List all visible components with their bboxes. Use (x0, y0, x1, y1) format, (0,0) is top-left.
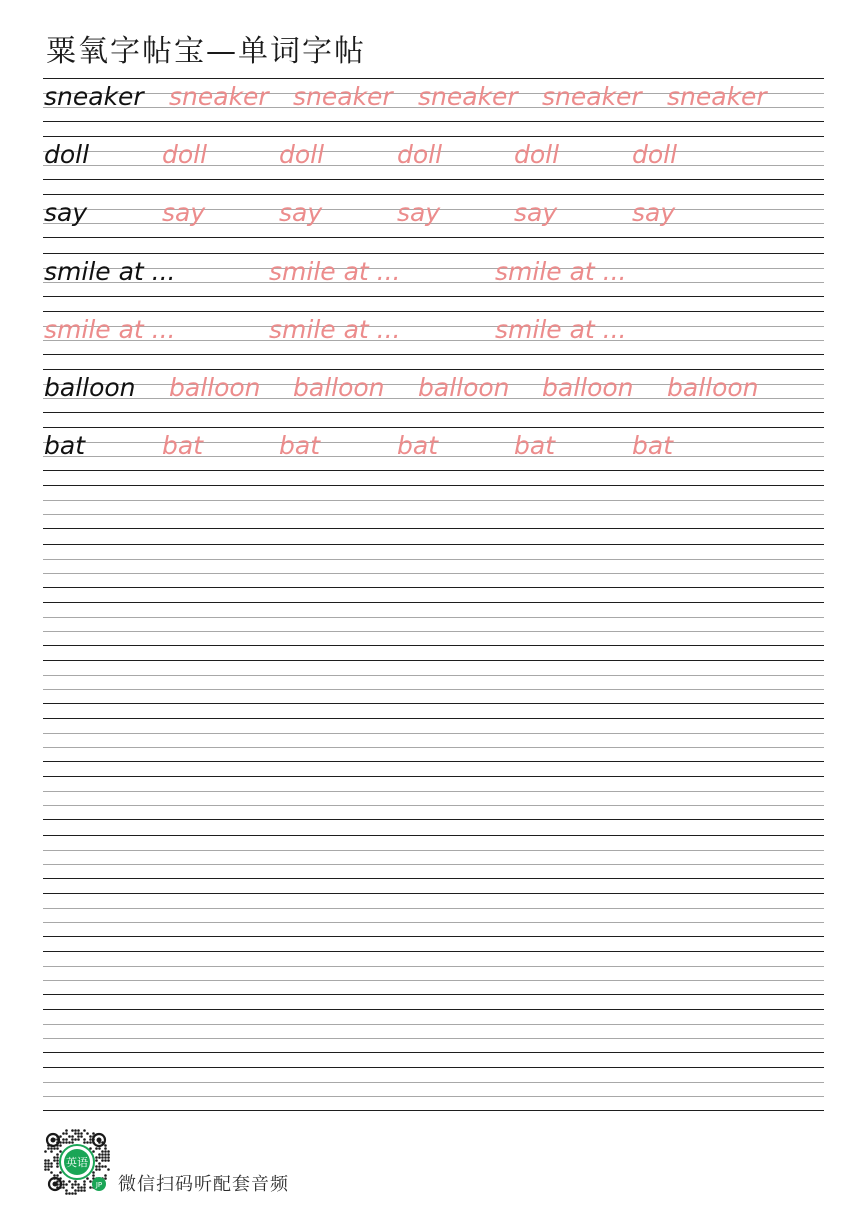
qr-dot (65, 1132, 68, 1135)
qr-dot (65, 1129, 68, 1132)
qr-dot (80, 1189, 83, 1192)
trace-word: sneaker (418, 82, 518, 111)
guide-rule (43, 1024, 824, 1025)
qr-dot (74, 1183, 77, 1186)
qr-dot (50, 1162, 53, 1165)
page-title: 粟氧字帖宝—单词字帖 (46, 34, 366, 69)
qr-dot (92, 1132, 95, 1135)
model-word: bat (44, 431, 85, 460)
qr-dot (71, 1186, 74, 1189)
practice-band (43, 776, 824, 820)
practice-band (43, 660, 824, 704)
practice-band (43, 1009, 824, 1053)
trace-word: balloon (293, 373, 385, 402)
qr-dot (83, 1183, 86, 1186)
qr-dot (59, 1171, 62, 1174)
qr-dot (50, 1165, 53, 1168)
qr-dot (74, 1192, 77, 1195)
solid-rule (43, 427, 824, 428)
qr-dot (62, 1180, 65, 1183)
qr-dot (59, 1150, 62, 1153)
guide-rule (43, 850, 824, 851)
qr-dot (95, 1147, 98, 1150)
qr-dot (53, 1156, 56, 1159)
qr-dot (74, 1189, 77, 1192)
qr-caption: 微信扫码听配套音频 (118, 1174, 289, 1195)
qr-dot (83, 1141, 86, 1144)
qr-dot (80, 1186, 83, 1189)
trace-word: bat (397, 431, 438, 460)
trace-word: sneaker (293, 82, 393, 111)
qr-dot (53, 1159, 56, 1162)
qr-dot (92, 1171, 95, 1174)
qr-code-graphic (41, 1126, 113, 1198)
qr-dot (83, 1189, 86, 1192)
qr-dot (62, 1132, 65, 1135)
corner-badge-text: JP (95, 1181, 103, 1189)
qr-dot (71, 1129, 74, 1132)
qr-dot (59, 1144, 62, 1147)
trace-word: smile at ... (269, 315, 401, 344)
qr-dot (107, 1150, 110, 1153)
qr-finder-center (97, 1138, 102, 1143)
qr-dot (74, 1138, 77, 1141)
qr-dot (74, 1132, 77, 1135)
solid-rule (43, 296, 824, 297)
qr-dot (89, 1186, 92, 1189)
guide-rule (43, 514, 824, 515)
practice-band (43, 311, 824, 355)
qr-dot (50, 1171, 53, 1174)
solid-rule (43, 936, 824, 937)
solid-rule (43, 835, 824, 836)
practice-band (43, 544, 824, 588)
qr-dot (95, 1168, 98, 1171)
qr-dot (86, 1177, 89, 1180)
model-word: balloon (44, 373, 136, 402)
trace-word: bat (514, 431, 555, 460)
qr-dot (65, 1189, 68, 1192)
qr-dot (104, 1177, 107, 1180)
qr-dot (50, 1147, 53, 1150)
trace-word: smile at ... (44, 315, 176, 344)
qr-finder-center (53, 1182, 58, 1187)
qr-dot (107, 1168, 110, 1171)
solid-rule (43, 311, 824, 312)
qr-dot (104, 1147, 107, 1150)
qr-dot (101, 1165, 104, 1168)
qr-dot (65, 1141, 68, 1144)
qr-dot (98, 1156, 101, 1159)
qr-dot (44, 1162, 47, 1165)
trace-word: bat (632, 431, 673, 460)
practice-band (43, 602, 824, 646)
guide-rule (43, 791, 824, 792)
qr-dot (107, 1156, 110, 1159)
practice-band (43, 893, 824, 937)
model-word: say (44, 198, 88, 227)
practice-band (43, 1067, 824, 1111)
qr-dot (53, 1174, 56, 1177)
qr-dot (107, 1153, 110, 1156)
solid-rule (43, 703, 824, 704)
solid-rule (43, 994, 824, 995)
qr-dot (86, 1132, 89, 1135)
solid-rule (43, 412, 824, 413)
trace-word: doll (632, 140, 678, 169)
qr-dot (107, 1159, 110, 1162)
trace-word: smile at ... (495, 315, 627, 344)
model-word: sneaker (44, 82, 144, 111)
practice-band (43, 369, 824, 413)
solid-rule (43, 485, 824, 486)
qr-dot (74, 1129, 77, 1132)
guide-rule (43, 689, 824, 690)
guide-rule (43, 675, 824, 676)
trace-word: balloon (667, 373, 759, 402)
qr-dot (71, 1135, 74, 1138)
qr-dot (62, 1138, 65, 1141)
guide-rule (43, 1038, 824, 1039)
guide-rule (43, 559, 824, 560)
guide-rule (43, 966, 824, 967)
qr-dot (65, 1183, 68, 1186)
trace-word: say (632, 198, 676, 227)
solid-rule (43, 194, 824, 195)
qr-dot (101, 1156, 104, 1159)
qr-dot (98, 1165, 101, 1168)
qr-dot (98, 1153, 101, 1156)
practice-band (43, 194, 824, 238)
solid-rule (43, 587, 824, 588)
qr-dot (98, 1162, 101, 1165)
qr-dot (71, 1141, 74, 1144)
qr-dot (92, 1174, 95, 1177)
qr-dot (98, 1147, 101, 1150)
practice-band (43, 485, 824, 529)
qr-dot (77, 1129, 80, 1132)
qr-dot (56, 1174, 59, 1177)
model-word: smile at ... (44, 257, 176, 286)
trace-word: say (162, 198, 206, 227)
qr-dot (47, 1147, 50, 1150)
solid-rule (43, 951, 824, 952)
qr-dot (50, 1150, 53, 1153)
trace-word: balloon (418, 373, 510, 402)
qr-dot (77, 1186, 80, 1189)
qr-dot (71, 1138, 74, 1141)
qr-dot (56, 1147, 59, 1150)
qr-dot (80, 1132, 83, 1135)
solid-rule (43, 179, 824, 180)
practice-band (43, 951, 824, 995)
practice-band (43, 427, 824, 471)
qr-dot (56, 1153, 59, 1156)
qr-dot (104, 1144, 107, 1147)
qr-dot (68, 1192, 71, 1195)
guide-rule (43, 922, 824, 923)
qr-dot (83, 1180, 86, 1183)
trace-word: doll (514, 140, 560, 169)
model-word: doll (44, 140, 90, 169)
guide-rule (43, 631, 824, 632)
trace-word: bat (162, 431, 203, 460)
practice-band (43, 253, 824, 297)
solid-rule (43, 544, 824, 545)
qr-dot (74, 1180, 77, 1183)
guide-rule (43, 617, 824, 618)
solid-rule (43, 878, 824, 879)
practice-band (43, 136, 824, 180)
qr-dot (77, 1135, 80, 1138)
trace-word: say (397, 198, 441, 227)
qr-dot (86, 1141, 89, 1144)
qr-dot (47, 1159, 50, 1162)
solid-rule (43, 645, 824, 646)
guide-rule (43, 864, 824, 865)
solid-rule (43, 660, 824, 661)
qr-dot (92, 1150, 95, 1153)
qr-dot (77, 1189, 80, 1192)
qr-dot (98, 1168, 101, 1171)
qr-finder-center (51, 1138, 56, 1143)
guide-rule (43, 908, 824, 909)
qr-dot (104, 1159, 107, 1162)
qr-dot (89, 1141, 92, 1144)
practice-band (43, 835, 824, 879)
qr-dot (62, 1186, 65, 1189)
qr-dot (68, 1180, 71, 1183)
trace-word: bat (279, 431, 320, 460)
trace-word: doll (162, 140, 208, 169)
solid-rule (43, 1067, 824, 1068)
trace-word: say (514, 198, 558, 227)
qr-dot (83, 1138, 86, 1141)
solid-rule (43, 253, 824, 254)
trace-word: balloon (542, 373, 634, 402)
solid-rule (43, 761, 824, 762)
qr-dot (47, 1168, 50, 1171)
solid-rule (43, 354, 824, 355)
guide-rule (43, 500, 824, 501)
qr-dot (95, 1159, 98, 1162)
trace-word: doll (397, 140, 443, 169)
solid-rule (43, 1052, 824, 1053)
qr-dot (56, 1156, 59, 1159)
practice-band (43, 78, 824, 122)
solid-rule (43, 78, 824, 79)
badge-text: 英语 (66, 1156, 88, 1169)
guide-rule (43, 980, 824, 981)
qr-dot (83, 1186, 86, 1189)
trace-word: smile at ... (495, 257, 627, 286)
qr-dot (101, 1153, 104, 1156)
qr-dot (68, 1135, 71, 1138)
qr-dot (71, 1192, 74, 1195)
solid-rule (43, 776, 824, 777)
guide-rule (43, 733, 824, 734)
trace-word: sneaker (667, 82, 767, 111)
solid-rule (43, 893, 824, 894)
qr-dot (68, 1141, 71, 1144)
qr-dot (104, 1174, 107, 1177)
qr-dot (95, 1165, 98, 1168)
guide-rule (43, 747, 824, 748)
solid-rule (43, 121, 824, 122)
qr-dot (44, 1165, 47, 1168)
solid-rule (43, 718, 824, 719)
qr-dot (104, 1156, 107, 1159)
solid-rule (43, 819, 824, 820)
trace-word: say (279, 198, 323, 227)
solid-rule (43, 528, 824, 529)
qr-dot (44, 1168, 47, 1171)
qr-dot (104, 1150, 107, 1153)
qr-dot (104, 1153, 107, 1156)
qr-dot (101, 1159, 104, 1162)
solid-rule (43, 602, 824, 603)
qr-dot (56, 1165, 59, 1168)
practice-band (43, 718, 824, 762)
trace-word: sneaker (542, 82, 642, 111)
guide-rule (43, 1082, 824, 1083)
qr-dot (77, 1132, 80, 1135)
trace-word: sneaker (169, 82, 269, 111)
qr-dot (89, 1180, 92, 1183)
trace-word: smile at ... (269, 257, 401, 286)
qr-dot (62, 1183, 65, 1186)
guide-rule (43, 1096, 824, 1097)
qr-dot (83, 1129, 86, 1132)
qr-dot (65, 1192, 68, 1195)
qr-dot (77, 1138, 80, 1141)
qr-dot (65, 1138, 68, 1141)
qr-dot (47, 1162, 50, 1165)
guide-rule (43, 805, 824, 806)
qr-dot (77, 1183, 80, 1186)
qr-dot (44, 1159, 47, 1162)
solid-rule (43, 136, 824, 137)
qr-dot (89, 1138, 92, 1141)
trace-word: balloon (169, 373, 261, 402)
solid-rule (43, 470, 824, 471)
qr-dot (101, 1150, 104, 1153)
solid-rule (43, 369, 824, 370)
solid-rule (43, 1009, 824, 1010)
qr-dot (71, 1183, 74, 1186)
qr-dot (89, 1135, 92, 1138)
qr-dot (95, 1156, 98, 1159)
qr-code-icon (41, 1126, 113, 1198)
qr-dot (53, 1147, 56, 1150)
solid-rule (43, 1110, 824, 1111)
qr-dot (47, 1165, 50, 1168)
qr-dot (56, 1162, 59, 1165)
qr-dot (62, 1141, 65, 1144)
qr-dot (104, 1165, 107, 1168)
solid-rule (43, 237, 824, 238)
qr-dot (80, 1135, 83, 1138)
trace-word: doll (279, 140, 325, 169)
qr-dot (56, 1159, 59, 1162)
qr-dot (44, 1150, 47, 1153)
guide-rule (43, 573, 824, 574)
